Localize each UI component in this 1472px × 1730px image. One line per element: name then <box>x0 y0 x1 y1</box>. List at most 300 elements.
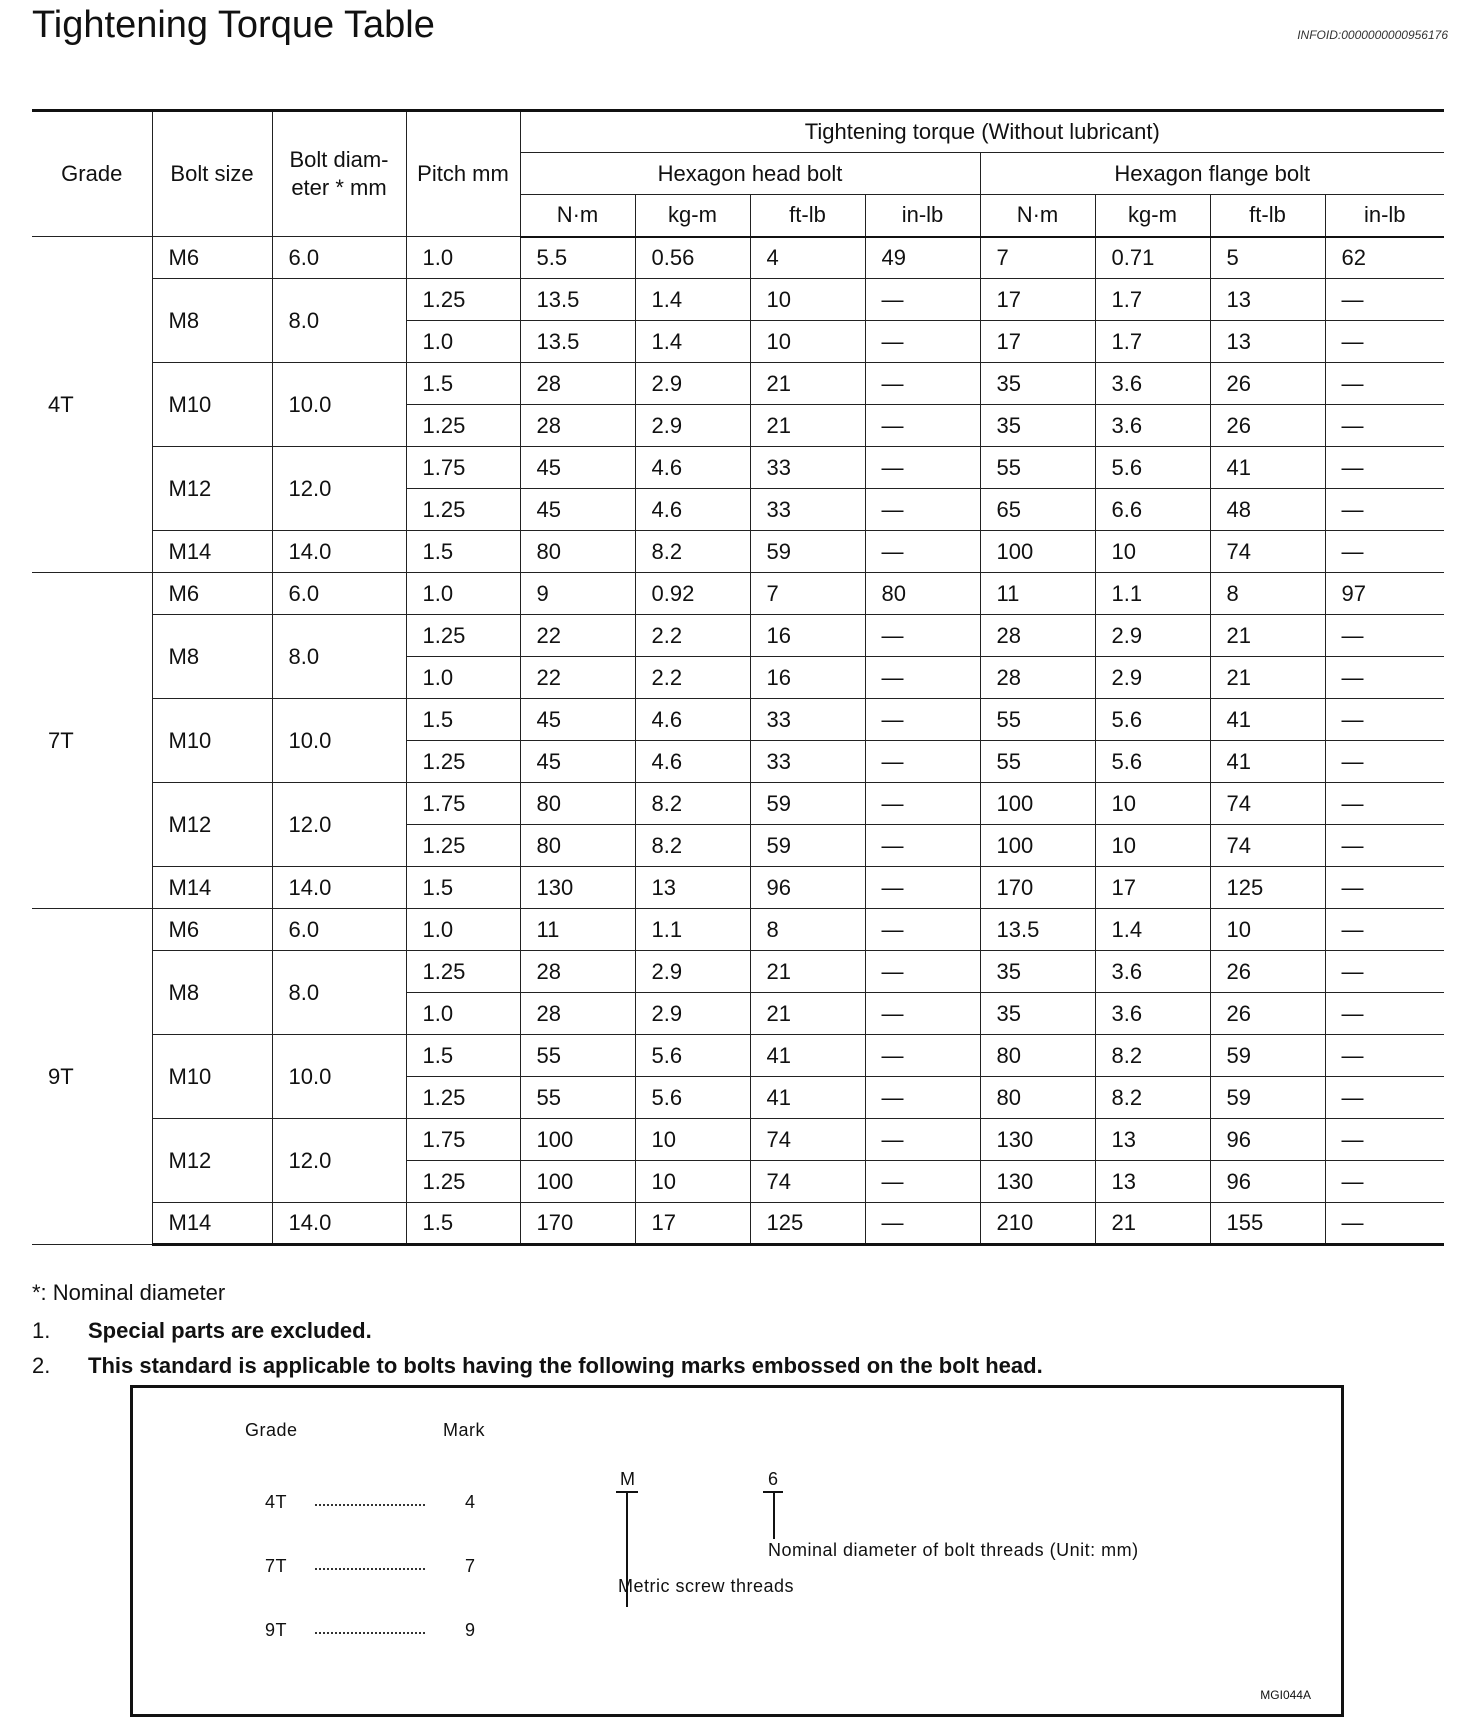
torque-value-cell: 13 <box>1095 1119 1210 1161</box>
torque-value-cell: 74 <box>1210 825 1325 867</box>
torque-value-cell: 130 <box>980 1119 1095 1161</box>
torque-value-cell: — <box>865 657 980 699</box>
header-unit: kg-m <box>635 195 750 237</box>
torque-value-cell: 170 <box>520 1203 635 1245</box>
torque-value-cell: 59 <box>1210 1077 1325 1119</box>
torque-value-cell: 10 <box>750 279 865 321</box>
pitch-cell: 1.25 <box>406 951 520 993</box>
torque-value-cell: 170 <box>980 867 1095 909</box>
torque-value-cell: 5 <box>1210 237 1325 279</box>
pitch-cell: 1.5 <box>406 531 520 573</box>
grade-cell: 7T <box>32 573 152 909</box>
leader-dots <box>315 1632 425 1634</box>
torque-value-cell: 45 <box>520 489 635 531</box>
torque-value-cell: 10 <box>1095 825 1210 867</box>
note-number: 2. <box>32 1353 51 1378</box>
torque-value-cell: 80 <box>520 825 635 867</box>
table-row <box>32 1035 1444 1077</box>
header-bolt-diameter: Bolt diam-eter * mm <box>272 111 406 237</box>
torque-value-cell: — <box>1325 783 1444 825</box>
torque-value-cell: 7 <box>750 573 865 615</box>
pitch-cell: 1.5 <box>406 867 520 909</box>
header-unit: kg-m <box>1095 195 1210 237</box>
diagram-grade: 4T <box>265 1492 288 1512</box>
header-grade: Grade <box>32 111 152 237</box>
bolt-diameter-cell: 6.0 <box>272 237 406 279</box>
torque-value-cell: 4.6 <box>635 489 750 531</box>
bolt-size-cell: M8 <box>152 279 272 363</box>
torque-value-cell: 55 <box>980 447 1095 489</box>
bolt-size-cell: M12 <box>152 1119 272 1203</box>
pitch-cell: 1.5 <box>406 1203 520 1245</box>
torque-value-cell: — <box>1325 405 1444 447</box>
torque-value-cell: 35 <box>980 405 1095 447</box>
torque-value-cell: 96 <box>1210 1119 1325 1161</box>
torque-value-cell: 210 <box>980 1203 1095 1245</box>
torque-value-cell: 13.5 <box>520 321 635 363</box>
torque-value-cell: — <box>865 279 980 321</box>
torque-value-cell: — <box>1325 1077 1444 1119</box>
torque-value-cell: 41 <box>750 1077 865 1119</box>
torque-value-cell: 55 <box>980 699 1095 741</box>
header-hexagon-flange-bolt: Hexagon flange bolt <box>980 153 1444 195</box>
torque-value-cell: 22 <box>520 615 635 657</box>
torque-value-cell: 10 <box>1095 783 1210 825</box>
bolt-diameter-cell: 12.0 <box>272 1119 406 1203</box>
torque-value-cell: 45 <box>520 741 635 783</box>
torque-value-cell: 74 <box>750 1161 865 1203</box>
diagram-mark: 9 <box>465 1620 476 1640</box>
pitch-cell: 1.25 <box>406 405 520 447</box>
torque-value-cell: — <box>865 447 980 489</box>
torque-value-cell: 33 <box>750 489 865 531</box>
torque-value-cell: 6.6 <box>1095 489 1210 531</box>
pitch-cell: 1.5 <box>406 699 520 741</box>
torque-value-cell: 21 <box>750 405 865 447</box>
table-row <box>32 447 1444 489</box>
torque-value-cell: 9 <box>520 573 635 615</box>
bolt-size-cell: M10 <box>152 1035 272 1119</box>
torque-value-cell: — <box>865 1161 980 1203</box>
table-row <box>32 573 1444 615</box>
torque-value-cell: — <box>865 699 980 741</box>
torque-value-cell: 8.2 <box>1095 1077 1210 1119</box>
torque-value-cell: 100 <box>980 531 1095 573</box>
torque-value-cell: 13 <box>1210 321 1325 363</box>
torque-value-cell: 59 <box>1210 1035 1325 1077</box>
pitch-cell: 1.25 <box>406 825 520 867</box>
torque-value-cell: 1.7 <box>1095 279 1210 321</box>
header-unit: in-lb <box>1325 195 1444 237</box>
table-row <box>32 699 1444 741</box>
bolt-diameter-cell: 8.0 <box>272 279 406 363</box>
torque-value-cell: 97 <box>1325 573 1444 615</box>
pitch-cell: 1.0 <box>406 237 520 279</box>
torque-value-cell: 1.4 <box>635 279 750 321</box>
pitch-cell: 1.5 <box>406 363 520 405</box>
table-row <box>32 783 1444 825</box>
header-unit: ft-lb <box>750 195 865 237</box>
diagram-grade-header: Grade <box>245 1420 298 1440</box>
torque-value-cell: 13.5 <box>980 909 1095 951</box>
six-leader-line <box>773 1491 775 1539</box>
header-unit: N·m <box>980 195 1095 237</box>
table-row <box>32 1203 1444 1245</box>
leader-dots <box>315 1504 425 1506</box>
bolt-size-cell: M10 <box>152 699 272 783</box>
torque-value-cell: 33 <box>750 447 865 489</box>
torque-value-cell: — <box>865 909 980 951</box>
torque-value-cell: 80 <box>520 783 635 825</box>
bolt-diameter-cell: 14.0 <box>272 531 406 573</box>
pitch-cell: 1.25 <box>406 615 520 657</box>
torque-value-cell: — <box>865 321 980 363</box>
bolt-diameter-cell: 10.0 <box>272 699 406 783</box>
bolt-diameter-cell: 14.0 <box>272 1203 406 1245</box>
torque-value-cell: 33 <box>750 741 865 783</box>
header-unit: ft-lb <box>1210 195 1325 237</box>
torque-value-cell: 35 <box>980 993 1095 1035</box>
torque-value-cell: 8.2 <box>1095 1035 1210 1077</box>
torque-value-cell: 21 <box>750 951 865 993</box>
torque-value-cell: 3.6 <box>1095 363 1210 405</box>
torque-value-cell: — <box>1325 489 1444 531</box>
torque-value-cell: 55 <box>520 1035 635 1077</box>
torque-value-cell: 2.9 <box>1095 657 1210 699</box>
diagram-mark: 7 <box>465 1556 476 1576</box>
bolt-diameter-cell: 12.0 <box>272 447 406 531</box>
diagram-six-digit: 6 <box>768 1469 779 1489</box>
torque-value-cell: 35 <box>980 951 1095 993</box>
torque-value-cell: 100 <box>520 1161 635 1203</box>
table-row <box>32 237 1444 279</box>
torque-value-cell: 4 <box>750 237 865 279</box>
pitch-cell: 1.25 <box>406 279 520 321</box>
torque-value-cell: 80 <box>865 573 980 615</box>
torque-value-cell: 26 <box>1210 363 1325 405</box>
torque-value-cell: — <box>1325 531 1444 573</box>
torque-value-cell: 5.6 <box>635 1077 750 1119</box>
torque-value-cell: 17 <box>980 279 1095 321</box>
torque-value-cell: 10 <box>1210 909 1325 951</box>
pitch-cell: 1.0 <box>406 573 520 615</box>
torque-value-cell: 100 <box>980 825 1095 867</box>
pitch-cell: 1.75 <box>406 1119 520 1161</box>
bolt-diameter-cell: 14.0 <box>272 867 406 909</box>
header-hexagon-head-bolt: Hexagon head bolt <box>520 153 980 195</box>
torque-value-cell: 8 <box>1210 573 1325 615</box>
torque-value-cell: — <box>865 1119 980 1161</box>
torque-value-cell: 5.6 <box>1095 447 1210 489</box>
note-2 <box>32 1353 1043 1379</box>
footnote: *: Nominal diameter <box>32 1280 226 1305</box>
torque-value-cell: — <box>1325 1203 1444 1245</box>
torque-value-cell: 74 <box>750 1119 865 1161</box>
torque-value-cell: 0.56 <box>635 237 750 279</box>
bolt-size-cell: M6 <box>152 573 272 615</box>
torque-value-cell: 41 <box>1210 699 1325 741</box>
torque-value-cell: 10 <box>1095 531 1210 573</box>
torque-value-cell: 1.4 <box>1095 909 1210 951</box>
leader-dots <box>315 1568 425 1570</box>
pitch-cell: 1.75 <box>406 447 520 489</box>
torque-value-cell: 96 <box>750 867 865 909</box>
torque-value-cell: 8 <box>750 909 865 951</box>
table-row <box>32 909 1444 951</box>
torque-value-cell: 130 <box>520 867 635 909</box>
pitch-cell: 1.0 <box>406 657 520 699</box>
table-row <box>32 1119 1444 1161</box>
info-id: INFOID:0000000000956176 <box>1297 28 1448 42</box>
header-tightening-torque: Tightening torque (Without lubricant) <box>520 111 1444 153</box>
pitch-cell: 1.0 <box>406 321 520 363</box>
pitch-cell: 1.25 <box>406 1161 520 1203</box>
torque-value-cell: 13.5 <box>520 279 635 321</box>
torque-value-cell: — <box>865 951 980 993</box>
torque-value-cell: — <box>1325 279 1444 321</box>
torque-value-cell: 17 <box>1095 867 1210 909</box>
torque-value-cell: — <box>1325 321 1444 363</box>
torque-value-cell: 45 <box>520 447 635 489</box>
bolt-size-cell: M14 <box>152 867 272 909</box>
bolt-size-cell: M12 <box>152 447 272 531</box>
bolt-size-cell: M12 <box>152 783 272 867</box>
torque-value-cell: 26 <box>1210 993 1325 1035</box>
torque-value-cell: 80 <box>980 1035 1095 1077</box>
table-row <box>32 279 1444 321</box>
torque-value-cell: 4.6 <box>635 699 750 741</box>
torque-value-cell: — <box>1325 741 1444 783</box>
torque-value-cell: 1.1 <box>1095 573 1210 615</box>
torque-value-cell: 28 <box>520 951 635 993</box>
torque-value-cell: 10 <box>635 1119 750 1161</box>
torque-value-cell: — <box>1325 909 1444 951</box>
note-number: 1. <box>32 1318 51 1343</box>
torque-value-cell: 5.5 <box>520 237 635 279</box>
bolt-diameter-cell: 6.0 <box>272 909 406 951</box>
torque-value-cell: — <box>1325 615 1444 657</box>
torque-value-cell: 13 <box>1095 1161 1210 1203</box>
torque-value-cell: 2.9 <box>635 993 750 1035</box>
pitch-cell: 1.5 <box>406 1035 520 1077</box>
torque-value-cell: 26 <box>1210 951 1325 993</box>
note-text: This standard is applicable to bolts having the following marks embossed on the bolt head. <box>88 1353 1043 1378</box>
torque-value-cell: 21 <box>1210 657 1325 699</box>
torque-value-cell: — <box>1325 1035 1444 1077</box>
torque-value-cell: 41 <box>1210 741 1325 783</box>
table-row <box>32 531 1444 573</box>
torque-value-cell: 5.6 <box>1095 741 1210 783</box>
torque-value-cell: 28 <box>520 993 635 1035</box>
page-title: Tightening Torque Table <box>32 4 435 46</box>
pitch-cell: 1.0 <box>406 909 520 951</box>
table-row <box>32 363 1444 405</box>
torque-value-cell: 16 <box>750 615 865 657</box>
torque-value-cell: 130 <box>980 1161 1095 1203</box>
torque-value-cell: 45 <box>520 699 635 741</box>
torque-value-cell: 74 <box>1210 531 1325 573</box>
torque-value-cell: 55 <box>520 1077 635 1119</box>
torque-value-cell: 48 <box>1210 489 1325 531</box>
torque-value-cell: — <box>1325 993 1444 1035</box>
torque-value-cell: 59 <box>750 783 865 825</box>
torque-value-cell: 8.2 <box>635 783 750 825</box>
torque-value-cell: — <box>1325 867 1444 909</box>
bolt-size-cell: M10 <box>152 363 272 447</box>
bolt-diameter-cell: 10.0 <box>272 363 406 447</box>
table-row <box>32 615 1444 657</box>
torque-value-cell: 96 <box>1210 1161 1325 1203</box>
torque-value-cell: 16 <box>750 657 865 699</box>
torque-table-body <box>32 237 1444 1245</box>
torque-value-cell: 5.6 <box>635 1035 750 1077</box>
bolt-diameter-cell: 6.0 <box>272 573 406 615</box>
table-row <box>32 867 1444 909</box>
torque-value-cell: 5.6 <box>1095 699 1210 741</box>
bolt-size-cell: M6 <box>152 909 272 951</box>
torque-value-cell: — <box>1325 447 1444 489</box>
torque-value-cell: 125 <box>750 1203 865 1245</box>
torque-value-cell: 10 <box>635 1161 750 1203</box>
torque-value-cell: — <box>1325 1161 1444 1203</box>
torque-value-cell: 8.2 <box>635 825 750 867</box>
torque-value-cell: — <box>865 363 980 405</box>
torque-value-cell: — <box>865 867 980 909</box>
torque-value-cell: 4.6 <box>635 447 750 489</box>
torque-value-cell: 28 <box>980 615 1095 657</box>
torque-value-cell: 3.6 <box>1095 993 1210 1035</box>
bolt-diameter-cell: 10.0 <box>272 1035 406 1119</box>
torque-value-cell: 2.9 <box>635 363 750 405</box>
torque-value-cell: 0.71 <box>1095 237 1210 279</box>
torque-value-cell: 11 <box>980 573 1095 615</box>
diagram-grade: 7T <box>265 1556 288 1576</box>
metric-threads-label: Metric screw threads <box>618 1576 795 1596</box>
pitch-cell: 1.25 <box>406 1077 520 1119</box>
torque-value-cell: 3.6 <box>1095 951 1210 993</box>
torque-value-cell: 41 <box>750 1035 865 1077</box>
torque-value-cell: 3.6 <box>1095 405 1210 447</box>
bolt-diameter-cell: 12.0 <box>272 783 406 867</box>
pitch-cell: 1.0 <box>406 993 520 1035</box>
torque-value-cell: 49 <box>865 237 980 279</box>
torque-value-cell: 17 <box>980 321 1095 363</box>
torque-value-cell: 33 <box>750 699 865 741</box>
torque-value-cell: 41 <box>1210 447 1325 489</box>
note-text: Special parts are excluded. <box>88 1318 372 1343</box>
note-1 <box>32 1318 372 1344</box>
grade-cell: 9T <box>32 909 152 1245</box>
torque-value-cell: 80 <box>520 531 635 573</box>
torque-value-cell: — <box>865 531 980 573</box>
torque-value-cell: 21 <box>1095 1203 1210 1245</box>
bolt-mark-diagram <box>130 1385 1344 1717</box>
header-pitch: Pitch mm <box>406 111 520 237</box>
torque-value-cell: 21 <box>750 993 865 1035</box>
torque-value-cell: 2.9 <box>1095 615 1210 657</box>
bolt-size-cell: M8 <box>152 615 272 699</box>
torque-value-cell: — <box>1325 951 1444 993</box>
torque-value-cell: 26 <box>1210 405 1325 447</box>
bolt-size-cell: M8 <box>152 951 272 1035</box>
torque-value-cell: — <box>1325 363 1444 405</box>
torque-value-cell: 13 <box>635 867 750 909</box>
torque-value-cell: 28 <box>980 657 1095 699</box>
torque-value-cell: 10 <box>750 321 865 363</box>
torque-table <box>32 109 1444 1246</box>
bolt-diameter-cell: 8.0 <box>272 615 406 699</box>
torque-value-cell: 80 <box>980 1077 1095 1119</box>
torque-value-cell: 28 <box>520 363 635 405</box>
torque-value-cell: 100 <box>520 1119 635 1161</box>
torque-value-cell: 62 <box>1325 237 1444 279</box>
torque-value-cell: 8.2 <box>635 531 750 573</box>
torque-value-cell: — <box>1325 825 1444 867</box>
torque-value-cell: 21 <box>750 363 865 405</box>
diagram-grade: 9T <box>265 1620 288 1640</box>
torque-value-cell: — <box>865 741 980 783</box>
torque-value-cell: 11 <box>520 909 635 951</box>
torque-value-cell: — <box>865 489 980 531</box>
torque-value-cell: 21 <box>1210 615 1325 657</box>
torque-value-cell: 0.92 <box>635 573 750 615</box>
bolt-diameter-cell: 8.0 <box>272 951 406 1035</box>
torque-value-cell: 1.7 <box>1095 321 1210 363</box>
diagram-mark: 4 <box>465 1492 476 1512</box>
torque-value-cell: — <box>1325 1119 1444 1161</box>
torque-value-cell: 74 <box>1210 783 1325 825</box>
header-unit: in-lb <box>865 195 980 237</box>
torque-value-cell: 1.1 <box>635 909 750 951</box>
header-unit: N·m <box>520 195 635 237</box>
torque-value-cell: 22 <box>520 657 635 699</box>
torque-value-cell: — <box>865 825 980 867</box>
torque-value-cell: 28 <box>520 405 635 447</box>
pitch-cell: 1.25 <box>406 741 520 783</box>
torque-value-cell: 2.2 <box>635 657 750 699</box>
table-row <box>32 951 1444 993</box>
torque-value-cell: 100 <box>980 783 1095 825</box>
pitch-cell: 1.25 <box>406 489 520 531</box>
torque-value-cell: 7 <box>980 237 1095 279</box>
torque-value-cell: 125 <box>1210 867 1325 909</box>
torque-value-cell: 17 <box>635 1203 750 1245</box>
torque-value-cell: — <box>1325 699 1444 741</box>
torque-value-cell: — <box>865 615 980 657</box>
torque-value-cell: 4.6 <box>635 741 750 783</box>
torque-value-cell: 55 <box>980 741 1095 783</box>
torque-value-cell: 2.9 <box>635 405 750 447</box>
bolt-size-cell: M14 <box>152 1203 272 1245</box>
torque-value-cell: — <box>865 783 980 825</box>
diagram-m-letter: M <box>620 1469 636 1489</box>
torque-value-cell: — <box>865 1203 980 1245</box>
torque-value-cell: 65 <box>980 489 1095 531</box>
bolt-size-cell: M6 <box>152 237 272 279</box>
torque-value-cell: 2.9 <box>635 951 750 993</box>
torque-value-cell: 13 <box>1210 279 1325 321</box>
grade-cell: 4T <box>32 237 152 573</box>
diagram-mark-header: Mark <box>443 1420 485 1440</box>
header-bolt-size: Bolt size <box>152 111 272 237</box>
torque-value-cell: — <box>865 405 980 447</box>
nominal-diameter-label: Nominal diameter of bolt threads (Unit: mm) <box>768 1540 1139 1560</box>
torque-value-cell: — <box>1325 657 1444 699</box>
bolt-size-cell: M14 <box>152 531 272 573</box>
torque-value-cell: 2.2 <box>635 615 750 657</box>
torque-value-cell: 59 <box>750 825 865 867</box>
torque-value-cell: — <box>865 1077 980 1119</box>
